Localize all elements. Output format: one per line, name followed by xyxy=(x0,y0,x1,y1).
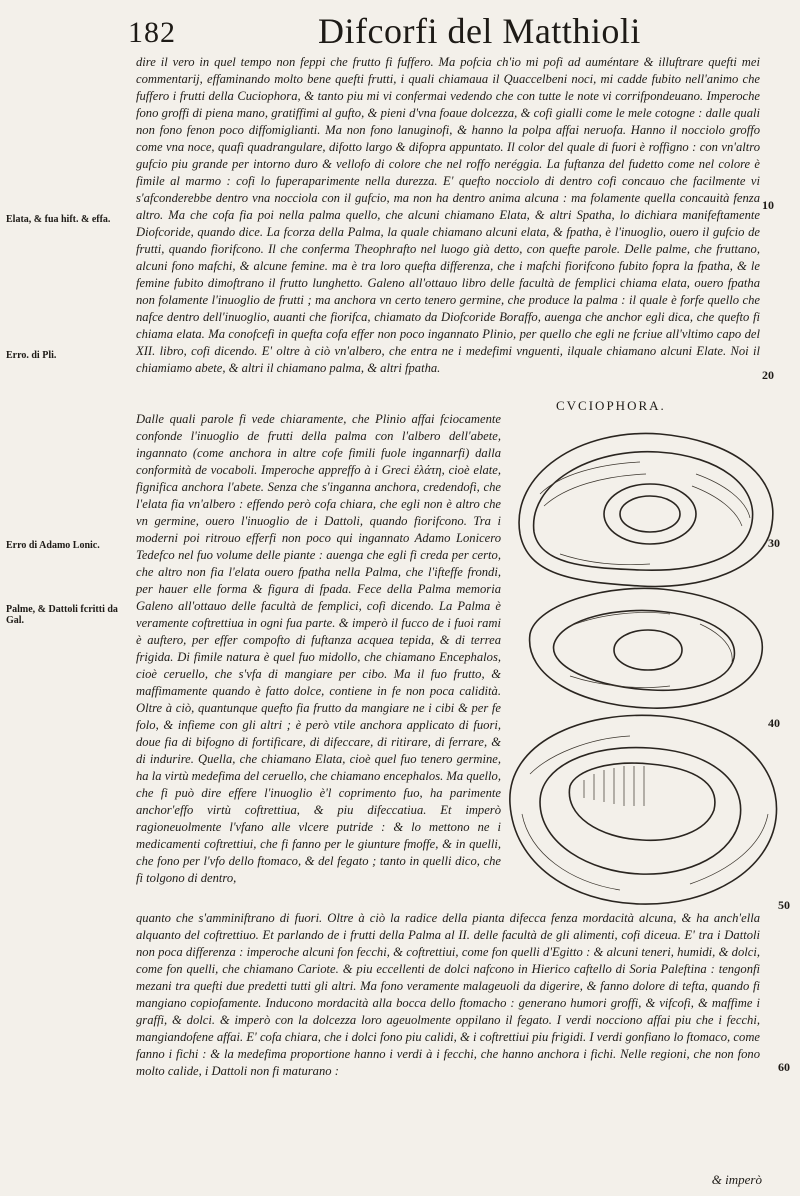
margin-note-error-adamo: Erro di Adamo Lonic. xyxy=(6,540,100,551)
margin-note-elata: Elata, & fua hift. & effa. xyxy=(6,214,111,225)
margin-note-galen: Palme, & Dattoli fcritti da Gal. xyxy=(6,604,118,626)
main-paragraph: dire il vero in quel tempo non feppi che frutto fi fuffero. Ma pofcia ch'io mi pofi ad auméntare & illuftrare quefti mei commentarij, effaminando molto bene quefti frutti, i quali chiamaua il Quaccelbeni noci, mi cadde fubito nell'animo che fuffero i frutti della Cuciophora, & tanto piu mi vi confermai vedendo che con tutte le note vi corrifpondeuano. Imperoche fono groffi di piena mano, gratiffimi al gufto, & pieni d'vna foaue dolcezza, & cofi gialli come le mele cotogne : dalle quali non fono fenon poco diffomiglianti. Ma non fono lanuginofi, & hanno la polpa affai neruofa. Hanno il nocciolo groffo come vna noce, quafi quadrangulare, difotto largo & difopra appuntato. Il color del quale di fuori è roffigno : con vn'altro gufcio piu grande per intorno duro & vellofo di colore che nel roffo neréggia. La fuftanza del fudetto come nel colore è fimile al marmo : cofi lo fuperaparimente nella durezza. E' quefto nocciolo di dentro cofi concauo che facilmente vi s'afconderebbe dentro vna nocciola con il gufcio, ma non ha dentro anima alcuna : ma folamente quella concauità fenza altro. Ma che cofa fia poi nella palma quello, che alcuni chiamano Elata, & altri Spatha, lo dichiara manifeftamente Diofcoride, quando dice. La fcorza della Palma, la quale chiamano alcuni elata, & fpatha, è l'inuoglio, ouero il gufcio de frutti, quando fiorifcono. Il che conferma Theophrafto nel luogo già detto, con quefte parole. Delle palme, che fruttano, alcuni fono mafchi, & alcune femine. ma è tra loro quefta differenza, che i mafchi fiorifcono fubito fopra la fpatha, & le femine fubito dimoftrano il frutto lunghetto. Galeno all'ottauo libro delle facultà de femplici chiama elata, ouero fpatha non folamente l'inuoglio de frutti ; ma anchora vn certo tenero germine, che produce la palma : il quale è forfe quello che nafce dentro dell'inuoglio, auanti che fiorifca, chiamato da Diofcoride Boraffo, auenga che anchor egli dica, che quefto fi chiama elata. Ma conofcefi in quefta cofa effer non poco ingannato Plinio, per quello che egli ne fcriue all'vltimo capo del XII. libro, cofi dicendo. E' oltre à ciò vn'albero, che entra ne i medefimi vnguenti, ilquale chiamano alcuni Elate. Noi il chiamiamo abete, & altri il chiamano palma, & altri fpatha. xyxy=(136,55,760,375)
line-number-30: 30 xyxy=(768,536,780,550)
running-head: Difcorfi del Matthioli xyxy=(318,11,641,51)
line-number-40: 40 xyxy=(768,716,780,730)
bottom-paragraph: quanto che s'amminiftrano di fuori. Oltre à ciò la radice della pianta difecca fenza mordacità alcuna, & ha anch'ella alquanto del coftrettiuo. Et parlando de i frutti della Palma al II. delle facultà de gli alimenti, cofi diceua. E' tra i Dattoli non poca differenza : imperoche alcuni fon fecchi, & coftrettiui, come fon quelli d'Egitto : & alcuni teneri, humidi, & dolci, come fon quelli, che chiamano Cariote. & piu eccellenti de dolci nafcono in Hierico caftello di Soria Paleftina : tengonfi mezani tra quefti due predetti tutti gli altri. Ma fono veramente malageuoli da digerire, & fanno dolore di tefta, quando fi mangiano copiofamente. Inducono mordacità alla bocca dello ftomacho : generano humori groffi, & vifcofi, & maffime i graffi, & dolci. & imperò con la dolcezza loro ageuolmente oppilano il fegato. I verdi nocciono affai piu che i fecchi, mangiandofene affai. E' cofa chiara, che i dolci fono piu calidi, & i coftrettiui piu frigidi. I verdi gonfiano lo ftomaco, come fanno i fichi : & la medefima proportione hanno i verdi à i fecchi, che hanno anchora i fichi. Nelle regioni, che non fono molto calide, i Dattoli non fi maturano : xyxy=(136,911,760,1078)
page-number: 182 xyxy=(128,16,176,49)
wrapped-paragraph: Dalle quali parole fi vede chiaramente, che Plinio affai fciocamente confonde l'inuoglio de frutti della palma con l'albero dell'abete, ingannato (come anchora in altre cofe fimili fuole ingannarfi) dalla conformità de vocaboli. Imperoche appreffo à i Greci ἐλάτη, cioè elate, fignifica anchora l'abete. Senza che s'inganna anchora, credendofi, che l'elata fia vn'albero : effendo però cofa chiara, che egli non è altro che vn germine, ouero l'inuoglio de i Dattoli, quando fiorifcono. Tra i moderni poi ritrouo efferfi non poco qui ingannato Adamo Lonicero Tedefco nel fuo volume delle piante : auenga che egli fi creda per certo, che altro non fia l'elata ouero fpatha nella Palma, che l'ifteffe frondi, per hauer elle forma & figura di fpada. Fece della Palma memoria Galeno all'ottauo delle facultà de femplici, cofi dicendo. La Palma è veramente coftrettiua in ogni fua parte. & imperò il fucco de i fuoi rami è auftero, per effer compofto di fuftanza acquea tepida, & di terrea frigida. Di fimile natura è quel fuo midollo, che chiamano Encephalos, cioè ceruello, che s'vfa di mangiare per cibo. Ma il fuo frutto, & maffimamente quando è fatto dolce, contiene in fe non poca calidità. Oltre à ciò, quantunque quefto fia frutto da mangiare ne i cibi & per fe folo, & infieme con gli altri ; è però vtile anchora applicato di fuori, doue fia di bifogno di fortificare, di difeccare, di ritirare, di ferrare, & di indurire. Quella, che chiamano Elata, cioè quel fuo tenero germine, ha la virtù medefima del ceruello, che chiamano encephalos. Ma quello, che fi può dire effere l'inuoglio è'l coprimento fuo, ha parimente anchor'effo virtù coftrettiua, & piu difeccatiua. Et imperò ragioneuolmente l'vfano alle vlcere putride : & lo mettono ne i medicamenti coftrettiui, che fi fanno per le giunture fmoffe, & in quelli, che fono per l'vfo dello ftomaco, & del fegato ; tanto in quelli dico, che fi tolgono di dentro, xyxy=(136,412,501,885)
plate-caption: CVCIOPHORA. xyxy=(556,398,666,413)
catchword: & imperò xyxy=(711,1172,762,1187)
cuciophora-woodcut xyxy=(500,414,792,920)
line-number-10: 10 xyxy=(762,198,774,212)
margin-note-error-pliny: Erro. di Pli. xyxy=(6,350,57,361)
line-number-50: 50 xyxy=(778,898,790,912)
line-number-60: 60 xyxy=(778,1060,790,1074)
line-number-20: 20 xyxy=(762,368,774,382)
